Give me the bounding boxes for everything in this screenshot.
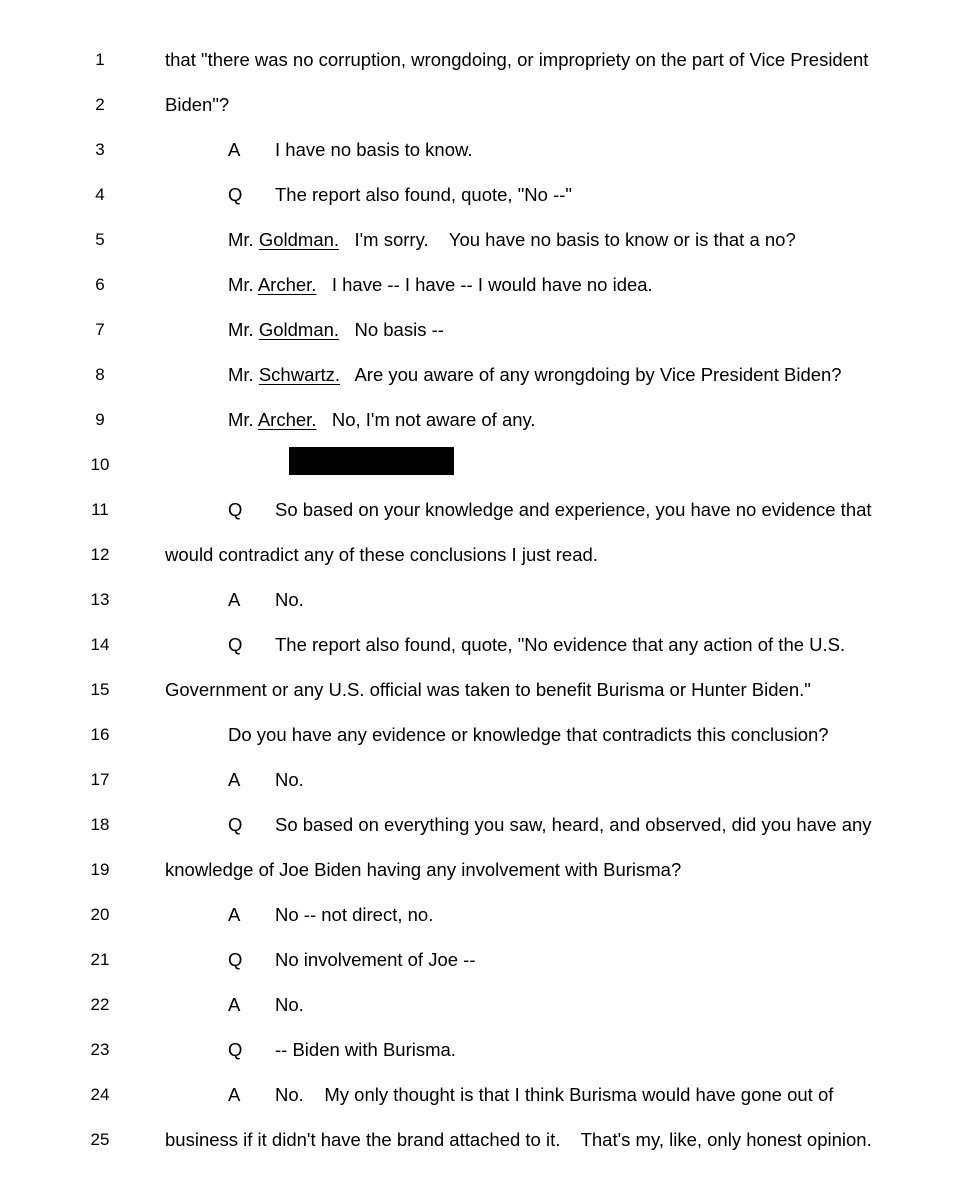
- transcript-line: [0, 724, 955, 769]
- transcript-line: [0, 319, 955, 364]
- line-number: 23: [90, 1040, 110, 1059]
- line-text: would contradict any of these conclusions I just read.: [165, 544, 598, 565]
- line-text: knowledge of Joe Biden having any involvement with Burisma?: [165, 859, 682, 880]
- answer-marker: A: [228, 769, 241, 790]
- line-text: No basis --: [354, 319, 444, 340]
- line-number: 11: [91, 500, 109, 519]
- line-text: No.: [275, 589, 304, 610]
- line-text: Are you aware of any wrongdoing by Vice President Biden?: [354, 364, 842, 385]
- line-number: 5: [95, 230, 105, 249]
- speaker-name: Archer.: [257, 274, 317, 295]
- line-number: 3: [95, 140, 105, 159]
- answer-marker: A: [228, 589, 241, 610]
- question-marker: Q: [228, 1039, 243, 1060]
- transcript-line: [0, 1084, 955, 1129]
- answer-marker: A: [228, 1084, 241, 1105]
- transcript-line: [0, 634, 955, 679]
- line-number: 24: [90, 1085, 110, 1104]
- line-text: I have no basis to know.: [275, 139, 473, 160]
- question-marker: Q: [228, 814, 243, 835]
- line-text: No.: [275, 994, 304, 1015]
- line-number: 21: [90, 950, 110, 969]
- transcript-line: [0, 364, 955, 409]
- speaker-prefix: Mr.: [228, 229, 254, 250]
- transcript-line: [0, 94, 955, 139]
- speaker-line: [228, 409, 536, 431]
- speaker-prefix: Mr.: [228, 274, 254, 295]
- line-text: I'm sorry. You have no basis to know or is that a no?: [354, 229, 796, 250]
- line-number: 25: [90, 1130, 110, 1149]
- speaker-name: Schwartz.: [258, 364, 341, 385]
- transcript-line: [0, 994, 955, 1039]
- transcript-line: [0, 814, 955, 859]
- speaker-name: Goldman.: [258, 229, 340, 250]
- line-number: 18: [90, 815, 110, 834]
- line-number: 15: [90, 680, 110, 699]
- line-number: 7: [95, 320, 105, 339]
- line-text: No involvement of Joe --: [275, 949, 476, 970]
- line-number: 22: [90, 995, 110, 1014]
- line-number: 1: [95, 50, 105, 69]
- line-number: 6: [95, 275, 105, 294]
- line-number: 19: [90, 860, 110, 879]
- transcript-line: [0, 589, 955, 634]
- line-number: 14: [90, 635, 110, 654]
- question-marker: Q: [228, 949, 243, 970]
- line-text: business if it didn't have the brand attached to it. That's my, like, only honest opinion.: [165, 1129, 872, 1150]
- line-text: No.: [275, 769, 304, 790]
- speaker-line: [228, 319, 444, 341]
- transcript-line: [0, 949, 955, 994]
- question-marker: Q: [228, 499, 243, 520]
- speaker-line: [228, 274, 653, 296]
- transcript-line: [0, 229, 955, 274]
- transcript-line: [0, 679, 955, 724]
- answer-marker: A: [228, 139, 241, 160]
- line-number: 2: [95, 95, 105, 114]
- line-number: 20: [90, 905, 110, 924]
- transcript-line: [0, 1039, 955, 1084]
- transcript-line: [0, 1129, 955, 1174]
- transcript-line: [0, 409, 955, 454]
- speaker-prefix: Mr.: [228, 409, 254, 430]
- line-text: Do you have any evidence or knowledge that contradicts this conclusion?: [228, 724, 829, 745]
- answer-marker: A: [228, 904, 241, 925]
- speaker-line: [228, 364, 842, 386]
- redaction-block: [289, 447, 454, 475]
- line-text: No, I'm not aware of any.: [331, 409, 536, 430]
- line-text: Biden"?: [165, 94, 230, 115]
- speaker-name: Archer.: [257, 409, 317, 430]
- line-number: 17: [90, 770, 110, 789]
- line-number: 9: [95, 410, 105, 429]
- transcript-line: [0, 49, 955, 94]
- transcript-line: [0, 544, 955, 589]
- line-text: The report also found, quote, "No --": [275, 184, 572, 205]
- speaker-prefix: Mr.: [228, 319, 254, 340]
- speaker-prefix: Mr.: [228, 364, 254, 385]
- line-number: 16: [90, 725, 110, 744]
- line-text: No -- not direct, no.: [275, 904, 434, 925]
- line-text: No. My only thought is that I think Burisma would have gone out of: [275, 1084, 834, 1105]
- transcript-line: [0, 859, 955, 904]
- line-number: 8: [95, 365, 105, 384]
- transcript-line: [0, 499, 955, 544]
- line-number: 10: [90, 455, 110, 474]
- line-number: 12: [90, 545, 110, 564]
- line-text: So based on everything you saw, heard, and observed, did you have any: [275, 814, 872, 835]
- line-text: that "there was no corruption, wrongdoing, or impropriety on the part of Vice President: [165, 49, 869, 70]
- line-text: Government or any U.S. official was taken to benefit Burisma or Hunter Biden.": [165, 679, 811, 700]
- speaker-name: Goldman.: [258, 319, 340, 340]
- transcript-line: [0, 904, 955, 949]
- line-text: I have -- I have -- I would have no idea.: [331, 274, 653, 295]
- line-text: So based on your knowledge and experience, you have no evidence that: [275, 499, 872, 520]
- question-marker: Q: [228, 184, 243, 205]
- line-number: 4: [95, 185, 105, 204]
- line-text: -- Biden with Burisma.: [275, 1039, 456, 1060]
- transcript-line: [0, 769, 955, 814]
- line-number: 13: [90, 590, 110, 609]
- speaker-line: [228, 229, 796, 251]
- question-marker: Q: [228, 634, 243, 655]
- transcript-line: [0, 184, 955, 229]
- answer-marker: A: [228, 994, 241, 1015]
- transcript-line: [0, 274, 955, 319]
- transcript-line: [0, 454, 955, 499]
- line-text: The report also found, quote, "No evidence that any action of the U.S.: [275, 634, 846, 655]
- transcript-line: [0, 139, 955, 184]
